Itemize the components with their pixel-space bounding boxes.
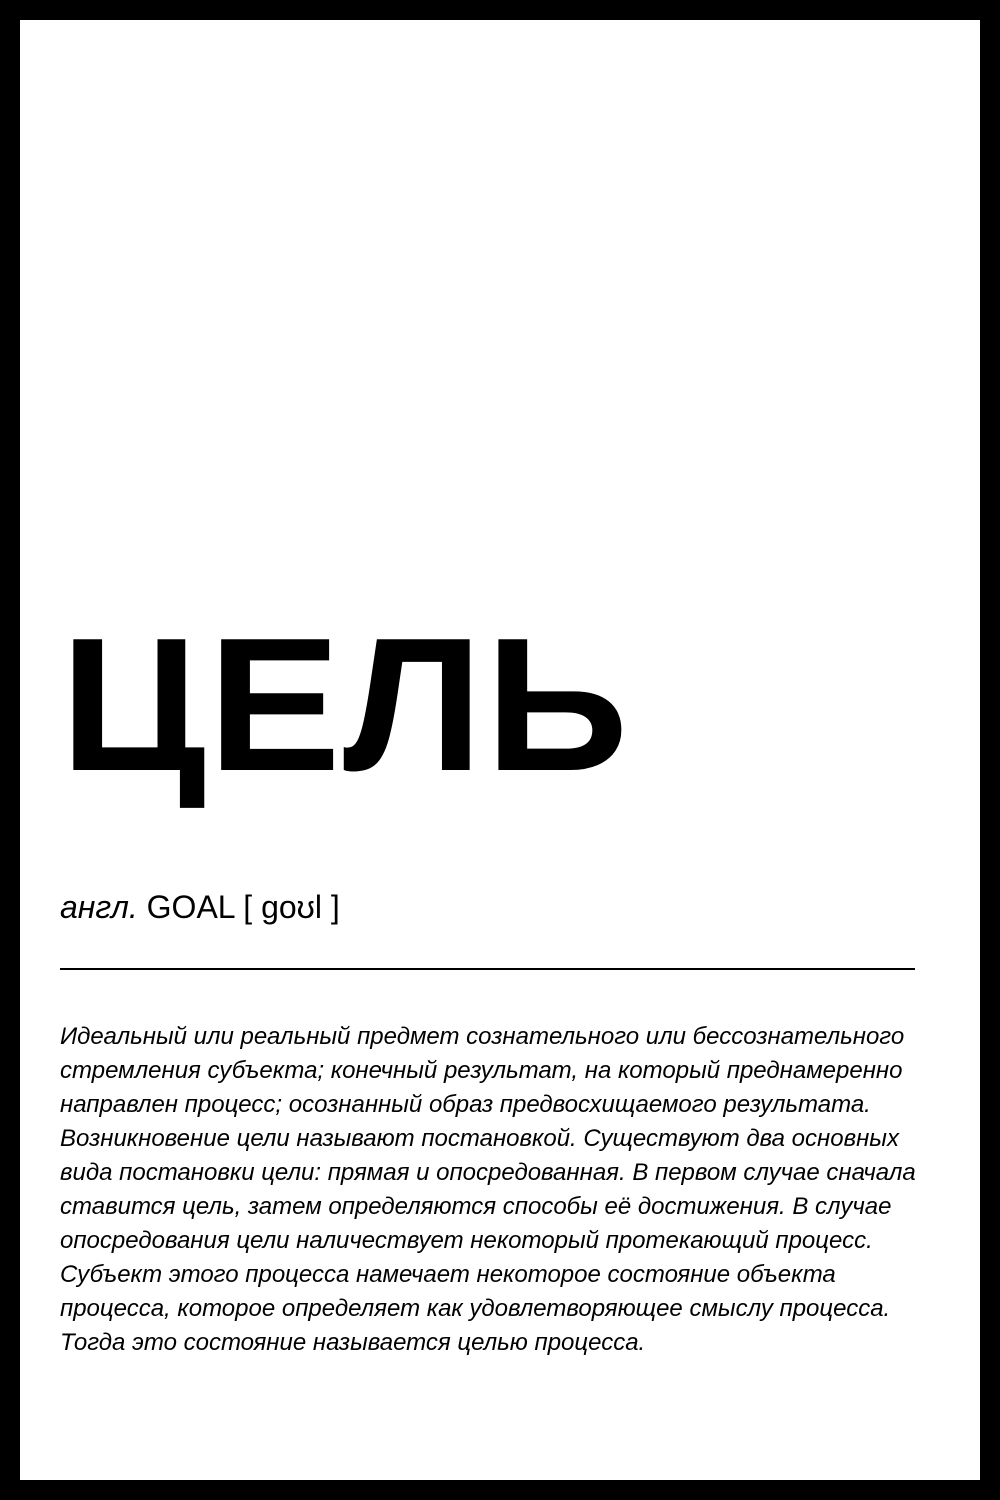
pronunciation-line (60, 888, 340, 926)
definition-paragraph-1: Идеальный или реальный предмет сознательного или бессознательного стремления субъекта; конечный результат, на который преднамеренно направлен процесс; осознанный образ предвосхищаемого результата. (60, 1023, 905, 1118)
poster-paper (20, 20, 980, 1480)
divider-line (60, 968, 915, 970)
phonetic-transcription: [ goʊl ] (243, 889, 340, 925)
headword: ЦЕЛЬ (60, 599, 631, 811)
english-translation: GOAL (146, 889, 235, 925)
definition-paragraph-2: Возникновение цели называют постановкой. Существуют два основных вида постановки цели: прямая и опосредованная. В первом случае сначала ставится цель, затем определяются способы её достижения. В случае опосредования цели наличествует некоторый протекающий процесс. Субъект этого процесса намечает некоторое состояние объекта процесса, которое определяет как удовлетворяющее смыслу процесса. Тогда это состояние называется целью процесса. (60, 1125, 916, 1356)
language-abbreviation: англ. (60, 889, 138, 925)
definition-text (60, 1020, 930, 1360)
